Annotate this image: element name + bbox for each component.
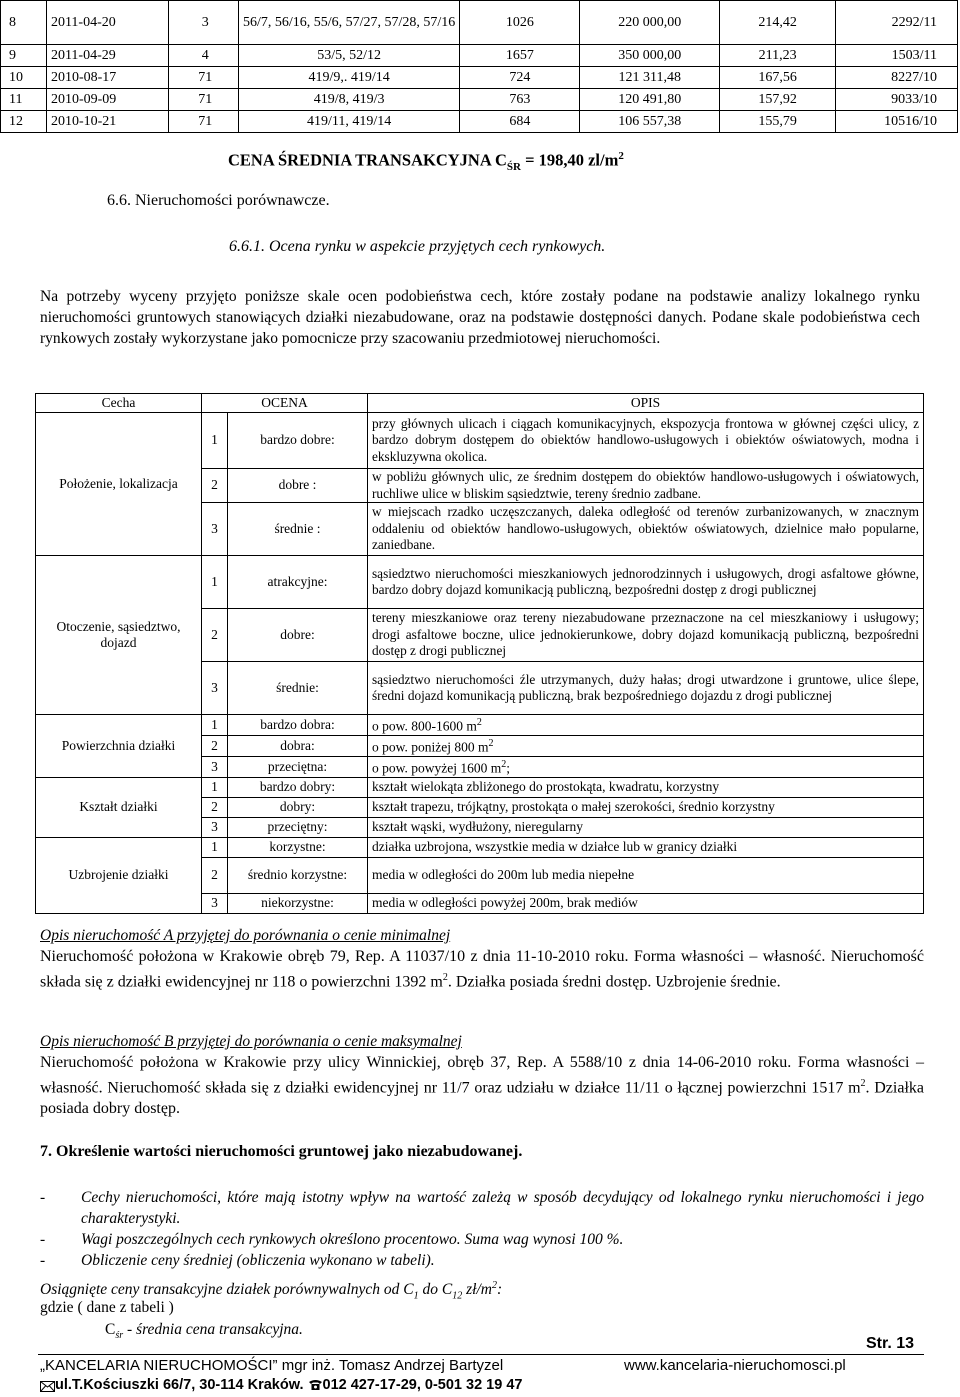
table-cell-unit: 157,92 [720, 89, 836, 111]
table-cell-plots: 419/11, 419/14 [238, 111, 460, 133]
table-cell-area: 1657 [460, 45, 580, 67]
rating-description: o pow. poniżej 800 $m^2$ [368, 736, 924, 757]
bullet-item: - Wagi poszczególnych cech rynkowych określono procentowo. Suma wag wynosi 100 %. [40, 1231, 624, 1248]
table-cell-area: 724 [460, 67, 580, 89]
table-row [36, 556, 924, 609]
rating-grade: dobra: [228, 736, 368, 757]
rating-number: 3 [202, 894, 228, 914]
rating-grade: dobry: [228, 798, 368, 818]
table-cell-date: 2010-09-09 [46, 89, 168, 111]
table-cell-unit: 155,79 [720, 111, 836, 133]
rating-grade: średnie: [228, 662, 368, 715]
table-cell-price: 350 000,00 [580, 45, 720, 67]
rating-grade: średnie : [228, 503, 368, 556]
table-cell-no: 9 [1, 45, 47, 67]
table-cell-date: 2010-08-17 [46, 67, 168, 89]
footer-company: „KANCELARIA NIERUCHOMOŚCI” mgr inż. Tomasz Andrzej Bartyzel [40, 1357, 504, 1374]
rating-number: 2 [202, 798, 228, 818]
table-row [1, 67, 958, 89]
table-cell-plots: 56/7, 56/16, 55/6, 57/27, 57/28, 57/16 [238, 1, 460, 45]
rating-description: sąsiedztwo nieruchomości mieszkaniowych jednorodzinnych i usługowych, drogi asfaltowe główne, bardzo dobry dojazd komunikacją publiczną, bezpośredni dostęp z drogi publicznej [368, 556, 924, 609]
footer-divider [38, 1354, 924, 1355]
rating-grade: niekorzystne: [228, 894, 368, 914]
table-cell-no: 8 [1, 1, 47, 45]
feature-name: Powierzchnia działki [36, 715, 202, 778]
rating-description: media w odległości do 200m lub media niepełne [368, 858, 924, 894]
rating-grade: atrakcyjne: [228, 556, 368, 609]
section-6-6-1-title: 6.6.1. Ocena rynku w aspekcie przyjętych cech rynkowych. [229, 238, 606, 255]
rating-number: 1 [202, 715, 228, 736]
rating-description: działka uzbrojona, wszystkie media w działce lub w granicy działki [368, 838, 924, 858]
table-cell-area: 763 [460, 89, 580, 111]
table-cell-plots: 419/9,. 419/14 [238, 67, 460, 89]
rating-grade: korzystne: [228, 838, 368, 858]
table-cell-date: 2010-10-21 [46, 111, 168, 133]
bullet-item: - Obliczenie ceny średniej (obliczenia wykonano w tabeli). [40, 1252, 435, 1269]
rating-description: o pow. 800-1600 $m^2$ [368, 715, 924, 736]
property-b-heading: Opis nieruchomość B przyjętej do porównania o cenie maksymalnej [40, 1033, 462, 1050]
table-row [1, 111, 958, 133]
rating-number: 3 [202, 503, 228, 556]
rating-number: 1 [202, 413, 228, 469]
property-b-text: Nieruchomość położona w Krakowie przy ulicy Winnickiej, obręb 37, Rep. A 5588/10 z dnia 14-06-2010 roku. Forma własności – własność. Nieruchomość składa się z działki ewidencyjnej nr 11/7 oraz udziału w działce 11/11 o łącznej powierzchni 1517 $m^2$. Działka posiada dobry dostęp. [40, 1054, 925, 1118]
rating-grade: bardzo dobra: [228, 715, 368, 736]
intro-paragraph: Na potrzeby wyceny przyjęto poniższe skale ocen podobieństwa cech, które zostały podane na podstawie analizy lokalnego rynku nieruchomości gruntowych stanowiących działki niezabudowane, oraz na podstawie dostępności danych. Podane skale podobieństwa cech rynkowych zostały wykorzystane jako pomocnicze przy szacowaniu przedmiotowej nieruchomości. [40, 288, 920, 347]
property-a-heading: Opis nieruchomość A przyjętej do porównania o cenie minimalnej [40, 927, 451, 944]
table-cell-unit: 214,42 [720, 1, 836, 45]
table-cell-date: 2011-04-29 [46, 45, 168, 67]
table-cell-no: 12 [1, 111, 47, 133]
rating-description: kształt wąski, wydłużony, nieregularny [368, 818, 924, 838]
rating-number: 1 [202, 556, 228, 609]
rating-number: 1 [202, 778, 228, 798]
rating-grade: bardzo dobry: [228, 778, 368, 798]
footer-contact: ul.T.Kościuszki 66/7, 30-114 Kraków. 012 427-17-29, 0-501 32 19 47 [40, 1377, 522, 1393]
table-row [1, 89, 958, 111]
phone-icon [308, 1379, 323, 1391]
table-cell-rep: 10516/10 [836, 111, 958, 133]
table-cell-plots: 419/8, 419/3 [238, 89, 460, 111]
feature-name: Kształt działki [36, 778, 202, 838]
table-cell-area: 684 [460, 111, 580, 133]
envelope-icon [40, 1380, 55, 1391]
table-cell-date: 2011-04-20 [46, 1, 168, 45]
rating-number: 2 [202, 736, 228, 757]
rating-number: 3 [202, 662, 228, 715]
table-cell-price: 121 311,48 [580, 67, 720, 89]
property-a-description [40, 925, 924, 992]
section-7-title: 7. Określenie wartości nieruchomości gruntowej jako niezabudowanej. [40, 1143, 523, 1160]
table-cell-rep: 1503/11 [836, 45, 958, 67]
rating-number: 3 [202, 818, 228, 838]
rating-description: tereny mieszkaniowe oraz tereny niezabudowane przeznaczone na cel mieszkaniowy i usługowy; drogi asfaltowe boczne, ulice jednokierunkowe, dobry dojazd komunikacją publiczną, bezpośredni dostęp z drogi publicznej [368, 609, 924, 662]
rating-description: media w odległości powyżej 200m, brak mediów [368, 894, 924, 914]
table-cell-rep: 8227/10 [836, 67, 958, 89]
table-cell-plots: 53/5, 52/12 [238, 45, 460, 67]
rating-description: kształt trapezu, trójkątny, prostokąta o małej szerokości, średnio korzystny [368, 798, 924, 818]
header-description: OPIS [368, 394, 924, 413]
table-cell-rep: 2292/11 [836, 1, 958, 45]
rating-description: o pow. powyżej 1600 $m^2$; [368, 757, 924, 778]
table-row [36, 778, 924, 798]
rating-grade: dobre: [228, 609, 368, 662]
rating-number: 2 [202, 469, 228, 503]
section-6-6-title: 6.6. Nieruchomości porównawcze. [107, 192, 330, 209]
table-cell-area: 1026 [460, 1, 580, 45]
rating-grade: przeciętna: [228, 757, 368, 778]
table-row [36, 413, 924, 469]
header-rating: OCENA [202, 394, 368, 413]
table-row [36, 838, 924, 858]
rating-description: kształt wielokąta zbliżonego do prostokąta, kwadratu, korzystny [368, 778, 924, 798]
rating-description: przy głównych ulicach i ciągach komunikacyjnych, ekspozycja frontowa w głównej części ulicy, z bardzo dobrym dostępem do obiektów handlowo-usługowych i obiektów oświatowych, modna i ekskluzywna okolica. [368, 413, 924, 469]
rating-grade: dobre : [228, 469, 368, 503]
footer-website[interactable]: www.kancelaria-nieruchomosci.pl [624, 1357, 846, 1374]
feature-name: Uzbrojenie działki [36, 838, 202, 914]
bullet-item: - Cechy nieruchomości, które mają istotny wpływ na wartość zależą w sposób decydujący od lokalnego rynku nieruchomości i jego charakterystyki. [40, 1189, 924, 1227]
table-cell-obr: 4 [168, 45, 238, 67]
table-header-row [36, 394, 924, 413]
rating-number: 3 [202, 757, 228, 778]
table-cell-obr: 71 [168, 89, 238, 111]
table-cell-obr: 3 [168, 1, 238, 45]
table-cell-no: 10 [1, 67, 47, 89]
features-rating-table [35, 393, 924, 914]
table-cell-unit: 211,23 [720, 45, 836, 67]
table-cell-price: 120 491,80 [580, 89, 720, 111]
table-row [36, 715, 924, 736]
table-row [1, 45, 958, 67]
page-number: Str. 13 [866, 1335, 915, 1352]
property-b-description [40, 1031, 924, 1119]
conclusion-line-2: gdzie ( dane z tabeli ) [40, 1299, 174, 1316]
table-cell-price: 106 557,38 [580, 111, 720, 133]
feature-name: Położenie, lokalizacja [36, 413, 202, 556]
table-cell-price: 220 000,00 [580, 1, 720, 45]
feature-name: Otoczenie, sąsiedztwo, dojazd [36, 556, 202, 715]
conclusion-line-1: Osiągnięte ceny transakcyjne działek porównywalnych od $C_1$ do $C_{12}$ $zł/m^2$: [40, 1280, 503, 1302]
table-cell-obr: 71 [168, 111, 238, 133]
table-cell-rep: 9033/10 [836, 89, 958, 111]
rating-grade: średnio korzystne: [228, 858, 368, 894]
rating-number: 2 [202, 609, 228, 662]
rating-grade: bardzo dobre: [228, 413, 368, 469]
average-price: CENA ŚREDNIA TRANSAKCYJNA $C_{ŚR} = 198,40$ $zl/m^2$ [228, 150, 624, 173]
header-feature: Cecha [36, 394, 202, 413]
rating-description: w pobliżu głównych ulic, ze średnim dostępem do obiektów handlowo-usługowych i oświatowych, ruchliwe ulice w bliskim sąsiedztwie, tereny średnio zadbane. [368, 469, 924, 503]
table-cell-unit: 167,56 [720, 67, 836, 89]
table-cell-obr: 71 [168, 67, 238, 89]
rating-number: 2 [202, 858, 228, 894]
rating-number: 1 [202, 838, 228, 858]
table-row [1, 1, 958, 45]
table-cell-no: 11 [1, 89, 47, 111]
rating-grade: przeciętny: [228, 818, 368, 838]
rating-description: w miejscach rzadko uczęszczanych, daleka odległość od terenów zurbanizowanych, w znacznym oddaleniu od obiektów handlowo-usługowych, obiektów oświatowych, dzielnice mało popularne, zaniedbane. [368, 503, 924, 556]
conclusion-line-3: $C_{śr}$ - średnia cena transakcyjna. [105, 1321, 303, 1342]
property-a-text: Nieruchomość położona w Krakowie obręb 79, Rep. A 11037/10 z dnia 11-10-2010 roku. Forma własności – własność. Nieruchomość składa się z działki ewidencyjnej nr 118 o powierzchni 1392 $m^2$. Działka posiada średni dostęp. Uzbrojenie średnie. [40, 948, 924, 991]
rating-description: sąsiedztwo nieruchomości źle utrzymanych, duży hałas; drogi utwardzone i gruntowe, ulice ślepe, średni dojazd komunikacją publiczną, brak bezpośredniego dojazdu z drogi publicznej [368, 662, 924, 715]
transactions-table [0, 0, 958, 133]
bullet-list [40, 1187, 924, 1271]
